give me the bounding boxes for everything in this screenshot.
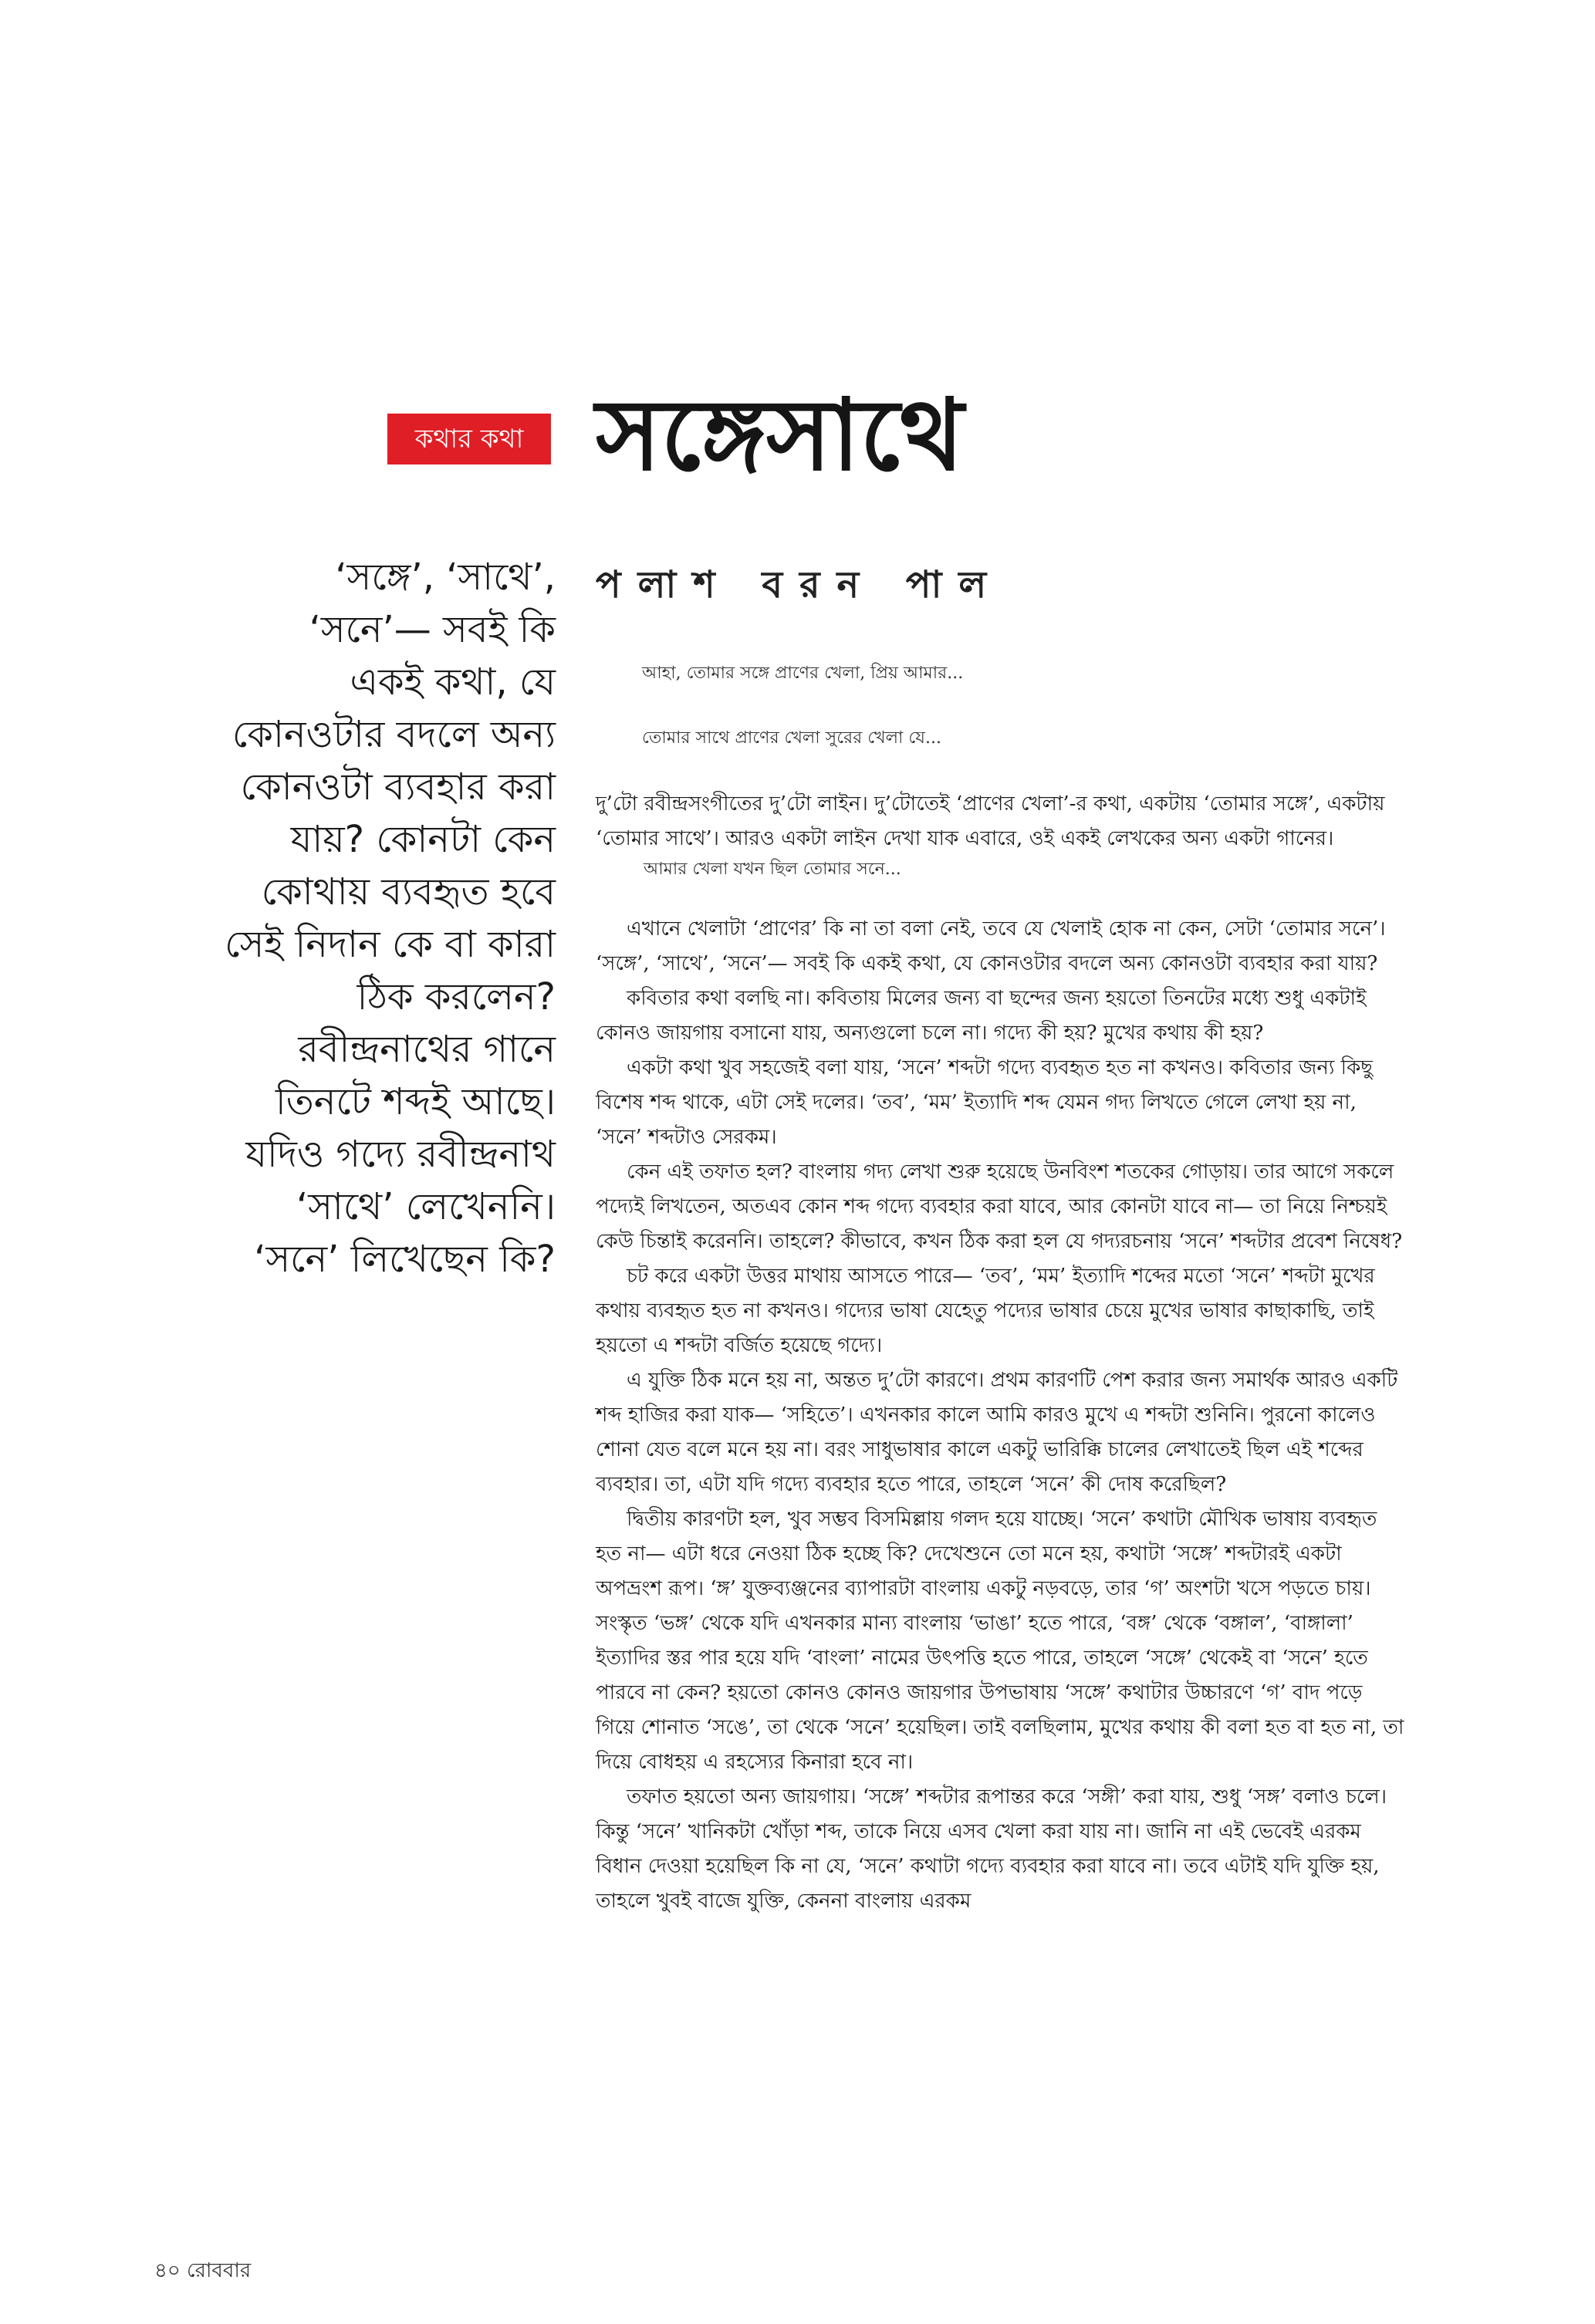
section-label: কথার কথা [387,414,551,464]
pull-quote-line: ঠিক করলেন? [357,975,556,1018]
pull-quote-line: একই কথা, যে [350,660,556,704]
pull-quote-line: সেই নিদান কে বা কারা [225,923,556,966]
pull-quote-line: ‘সনে’— সবই কি [309,608,556,651]
pull-quote-line: কোনওটার বদলে অন্য [231,713,556,756]
page-title: সঙ্গেসাথে [596,378,964,493]
article-paragraph: চট করে একটা উত্তর মাথায় আসতে পারে— ‘তব’, ‘মম’ ইত্যাদি শব্দের মতো ‘সনে’ শব্দটা মুখের কথায় ব্যবহৃত হত না কখনও। গদ্যের ভাষা যেহেতু পদ্যের ভাষার চেয়ে মুখের ভাষার কাছাকাছি, তাই হয়তো এ শব্দটা বর্জিত হয়েছে গদ্যে। [596,1265,1375,1357]
article-paragraph: এ যুক্তি ঠিক মনে হয় না, অন্তত দু’টো কারণে। প্রথম কারণটি পেশ করার জন্য সমার্থক আরও একটি শব্দ হাজির করা যাক— ‘সহিতে’। এখনকার কালে আমি কারও মুখে এ শব্দটা শুনিনি। পুরনো কালেও শোনা যেত বলে মনে হয় না। বরং সাধুভাষার কালে একটু ভারিক্কি চালের লেখাতেই ছিল এই শব্দের ব্যবহার। তা, এটা যদি গদ্যে ব্যবহার হতে পারে, তাহলে ‘সনে’ কী দোষ করেছিল? [596,1369,1398,1496]
pull-quote-line: কোনওটা ব্যবহার করা [240,765,556,809]
article-paragraph: কেন এই তফাত হল? বাংলায় গদ্য লেখা শুরু হয়েছে উনবিংশ শতকের গোড়ায়। তার আগে সকলে পদ্যেই লিখতেন, অতএব কোন শব্দ গদ্যে ব্যবহার করা যাবে, আর কোনটা যাবে না— তা নিয়ে নিশ্চয়ই কেউ চিন্তাই করেননি। তাহলে? কীভাবে, কখন ঠিক করা হল যে গদ্যরচনায় ‘সনে’ শব্দটার প্রবেশ নিষেধ? [596,1160,1403,1253]
pull-quote-line: যায়? কোনটা কেন [290,818,556,861]
article-paragraph: একটা কথা খুব সহজেই বলা যায়, ‘সনে’ শব্দটা গদ্যে ব্যবহৃত হত না কখনও। কবিতার জন্য কিছু বিশেষ শব্দ থাকে, এটা সেই দলের। ‘তব’, ‘মম’ ইত্যাদি শব্দ যেমন গদ্য লিখতে গেলে লেখা হয় না, ‘সনে’ শব্দটাও সেরকম। [596,1056,1374,1149]
author-byline: পলাশ বরন পাল [596,563,1004,606]
pull-quote-line: ‘সনে’ লিখেছেন কি? [254,1238,556,1281]
article-paragraph: দ্বিতীয় কারণটা হল, খুব সম্ভব বিসমিল্লায় গলদ হয়ে যাচ্ছে। ‘সনে’ কথাটা মৌখিক ভাষায় ব্যবহৃত হত না— এটা ধরে নেওয়া ঠিক হচ্ছে কি? দেখেশুনে তো মনে হয়, কথাটা ‘সঙ্গে’ শব্দটারই একটা অপভ্রংশ রূপ। ‘ঙ্গ’ যুক্তব্যঞ্জনের ব্যাপারটা বাংলায় একটু নড়বড়ে, তার ‘গ’ অংশটা খসে পড়তে চায়। সংস্কৃত ‘ভঙ্গ’ থেকে যদি এখনকার মান্য বাংলায় ‘ভাঙা’ হতে পারে, ‘বঙ্গ’ থেকে ‘বঙ্গাল’, ‘বাঙ্গালা’ ইত্যাদির স্তর পার হয়ে যদি ‘বাংলা’ নামের উৎপত্তি হতে পারে, তাহলে ‘সঙ্গে’ থেকেই বা ‘সনে’ হতে পারবে না কেন? হয়তো কোনও কোনও জায়গার উপভাষায় ‘সঙ্গে’ কথাটার উচ্চারণে ‘গ’ বাদ পড়ে গিয়ে শোনাত ‘সঙে’, তা থেকে ‘সনে’ হয়েছিল। তাই বলছিলাম, মুখের কথায় কী বলা হত বা হত না, তা দিয়ে বোধহয় এ রহস্যের কিনারা হবে না। [596,1508,1404,1774]
page-folio: ৪০ রোববার [154,2259,252,2282]
pull-quote-line: কোথায় ব্যবহৃত হবে [261,870,556,914]
pull-quote-line: তিনটে শব্দই আছে। [275,1080,556,1123]
song-quote-second: তোমার সাথে প্রাণের খেলা সুরের খেলা যে... [642,728,941,748]
pull-quote-line: যদিও গদ্যে রবীন্দ্রনাথ [245,1133,556,1176]
pull-quote-line: ‘সঙ্গে’, ‘সাথে’, [335,556,556,599]
article-paragraph: কবিতার কথা বলছি না। কবিতায় মিলের জন্য বা ছন্দের জন্য হয়তো তিনটের মধ্যে শুধু একটাই কোনও জায়গায় বসানো যায়, অন্যগুলো চলে না। গদ্যে কী হয়? মুখের কথায় কী হয়? [596,987,1367,1045]
article-paragraph: তফাত হয়তো অন্য জায়গায়। ‘সঙ্গে’ শব্দটার রূপান্তর করে ‘সঙ্গী’ করা যায়, শুধু ‘সঙ্গ’ বলাও চলে। কিন্তু ‘সনে’ খানিকটা খোঁড়া শব্দ, তাকে নিয়ে এসব খেলা করা যায় না। জানি না এই ভেবেই এরকম বিধান দেওয়া হয়েছিল কি না যে, ‘সনে’ কথাটা গদ্যে ব্যবহার করা যাবে না। তবে এটাই যদি যুক্তি হয়, তাহলে খুবই বাজে যুক্তি, কেননা বাংলায় এরকম [596,1785,1387,1913]
pull-quote [154,551,556,1285]
article-intro: দু’টো রবীন্দ্রসংগীতের দু’টো লাইন। দু’টোতেই ‘প্রাণের খেলা’-র কথা, একটায় ‘তোমার সঙ্গে’, একটায় ‘তোমার সাথে’। আরও একটা লাইন দেখা যাক এবারে, ওই একই লেখকের অন্য একটা গানের। [596,792,1385,850]
article-paragraph: এখানে খেলাটা ‘প্রাণের’ কি না তা বলা নেই, তবে যে খেলাই হোক না কেন, সেটা ‘তোমার সনে’। ‘সঙ্গে’, ‘সাথে’, ‘সনে’— সবই কি একই কথা, যে কোনওটার বদলে অন্য কোনওটা ব্যবহার করা যায়? [596,917,1386,975]
pull-quote-line: রবীন্দ্রনাথের গানে [298,1028,556,1071]
song-quote-third: আমার খেলা যখন ছিল তোমার সনে... [644,860,901,879]
song-quote-first: আহা, তোমার সঙ্গে প্রাণের খেলা, প্রিয় আমার... [642,664,964,683]
article-body [596,787,1406,1919]
pull-quote-line: ‘সাথে’ লেখেননি। [296,1185,556,1228]
